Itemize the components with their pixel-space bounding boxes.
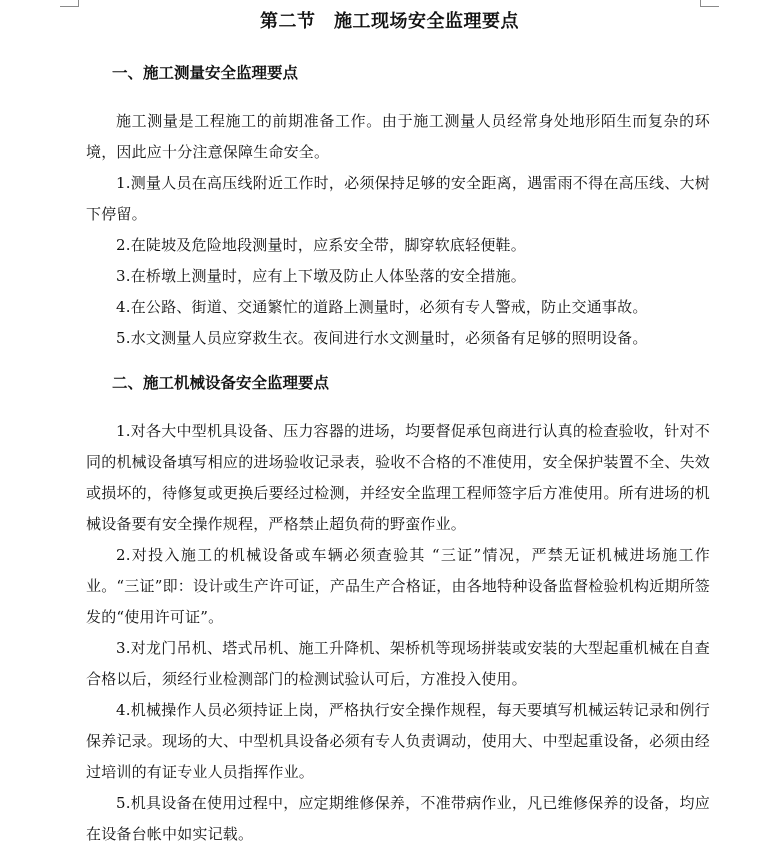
margin-corner-mark-right [700,0,719,7]
paragraph-machinery-item-2: 2.对投入施工的机械设备或车辆必须查验其 “三证”情况，严禁无证机械进场施工作业。“三证”即：设计或生产许可证，产品生产合格证，由各地特种设备监督检验机构近期所签发的“使用许可证”。 [86,546,710,626]
paragraph-machinery-item-1: 1.对各大中型机具设备、压力容器的进场，均要督促承包商进行认真的检查验收，针对不同的机械设备填写相应的进场验收记录表，验收不合格的不准使用，安全保护装置不全、失效或损坏的，待修复或更换后要经过检测，并经安全监理工程师签字后方准使用。所有进场的机械设备要有安全操作规程，严格禁止超负荷的野蛮作业。 [86,422,710,533]
paragraph-survey-item-3: 3.在桥墩上测量时，应有上下墩及防止人体坠落的安全措施。 [116,267,526,285]
paragraph-survey-item-5: 5.水文测量人员应穿救生衣。夜间进行水文测量时，必须备有足够的照明设备。 [116,329,648,347]
margin-corner-mark-left [60,0,79,7]
section-heading-survey: 一、施工测量安全监理要点 [112,64,299,82]
paragraph-survey-item-2: 2.在陡坡及危险地段测量时，应系安全带，脚穿软底轻便鞋。 [116,236,526,254]
section-heading-machinery: 二、施工机械设备安全监理要点 [112,374,330,392]
paragraph-machinery-item-3: 3.对龙门吊机、塔式吊机、施工升降机、架桥机等现场拼装或安装的大型起重机械在自查合格以后，须经行业检测部门的检测试验认可后，方准投入使用。 [86,639,710,688]
paragraph-survey-intro: 施工测量是工程施工的前期准备工作。由于施工测量人员经常身处地形陌生而复杂的环境，因此应十分注意保障生命安全。 [86,112,710,161]
paragraph-machinery-item-5: 5.机具设备在使用过程中，应定期维修保养，不准带病作业，凡已维修保养的设备，均应在设备台帐中如实记载。 [86,794,710,843]
section-title: 第二节 施工现场安全监理要点 [260,11,519,32]
paragraph-survey-item-1: 1.测量人员在高压线附近工作时，必须保持足够的安全距离，遇雷雨不得在高压线、大树下停留。 [86,174,710,223]
paragraph-machinery-item-4: 4.机械操作人员必须持证上岗，严格执行安全操作规程，每天要填写机械运转记录和例行保养记录。现场的大、中型机具设备必须有专人负责调动，使用大、中型起重设备，必须由经过培训的有证专业人员指挥作业。 [86,701,710,781]
paragraph-survey-item-4: 4.在公路、街道、交通繁忙的道路上测量时，必须有专人警戒，防止交通事故。 [116,298,648,316]
